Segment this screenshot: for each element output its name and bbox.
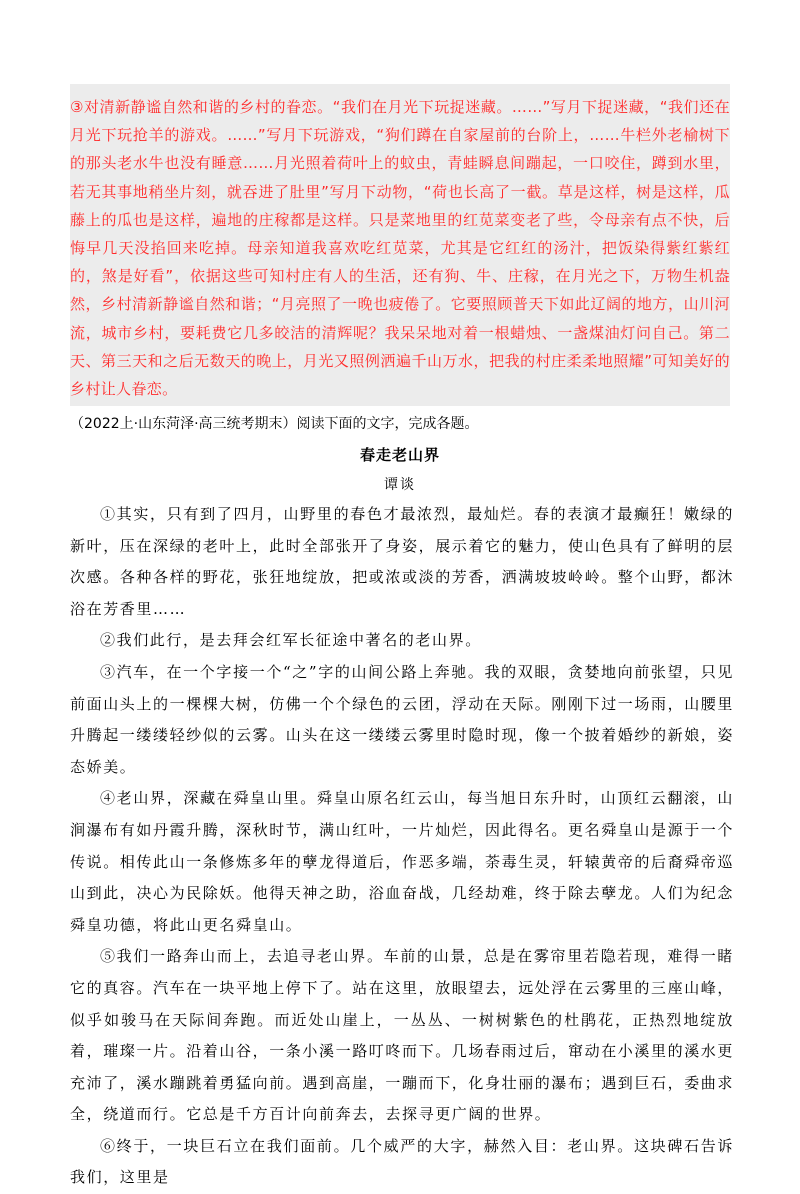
answer-analysis-text: ③对清新静谧自然和谐的乡村的眷恋。“我们在月光下玩捉迷藏。……”写月下捉迷藏，“我们还在月光下玩抢羊的游戏。……”写月下玩游戏，“狗们蹲在自家屋前的台阶上，……牛栏外老榆树下的那头老水牛也没有睡意……月光照着荷叶上的蚊虫，青蛙瞬息间蹦起，一口咬住，蹲到水里，若无其事地稍坐片刻，就吞进了肚里”写月下动物，“荷也长高了一截。草是这样，树是这样，瓜藤上的瓜也是这样，遍地的庄稼都是这样。只是菜地里的红苋菜变老了些，令母亲有点不快，后悔早几天没掐回来吃掉。母亲知道我喜欢吃红苋菜，尤其是它红红的汤汁，把饭染得紫红紫红的，煞是好看”，依据这些可知村庄有人的生活，还有狗、牛、庄稼，在月光之下，万物生机盎然，乡村清新静谧自然和谐；“月亮照了一晚也疲倦了。它要照顾普天下如此辽阔的地方，山川河流，城市乡村，要耗费它几多皎洁的清辉呢？我呆呆地对着一根蜡烛、一盏煤油灯问自己。第二天、第三天和之后无数天的晚上，月光又照例洒遍千山万水，把我的村庄柔柔地照耀”可知美好的乡村让人眷恋。 <box>70 98 730 399</box>
essay-paragraph: ⑥终于，一块巨石立在我们面前。几个威严的大字，赫然入目：老山界。这块碑石告诉我们，这里是 <box>70 1136 734 1187</box>
question-source-line: （2022上·山东菏泽·高三统考期末）阅读下面的文字，完成各题。 <box>70 416 479 432</box>
essay-paragraph: ①其实，只有到了四月，山野里的春色才最浓烈，最灿烂。春的表演才最癫狂！嫩绿的新叶，压在深绿的老叶上，此时全部张开了身姿，展示着它的魅力，使山色具有了鲜明的层次感。各种各样的野花，张狂地绽放，把或浓或淡的芳香，洒满坡坡岭岭。整个山野，都沐浴在芳香里…… <box>70 505 735 618</box>
essay-author: 谭谈 <box>384 477 416 493</box>
essay-title: 春走老山界 <box>359 446 440 464</box>
essay-paragraph: ④老山界，深藏在舜皇山里。舜皇山原名红云山，每当旭日东升时，山顶红云翻滚，山涧瀑布有如丹霞升腾，深秋时节，满山红叶，一片灿烂，因此得名。更名舜皇山是源于一个传说。相传此山一条修炼多年的孽龙得道后，作恶多端，荼毒生灵，轩辕黄帝的后裔舜帝巡山到此，决心为民除妖。他得天神之助，浴血奋战，几经劫难，终于除去孽龙。人们为纪念舜皇功德，将此山更名舜皇山。 <box>70 789 735 934</box>
essay-paragraph: ②我们此行，是去拜会红军长征途中著名的老山界。 <box>100 631 482 650</box>
essay-body <box>70 499 734 1194</box>
essay-paragraph: ③汽车，在一个字接一个“之”字的山间公路上奔驰。我的双眼，贪婪地向前张望，只见前面山头上的一棵棵大树，仿佛一个个绿色的云团，浮动在天际。刚刚下过一场雨，山腰里升腾起一缕缕轻纱似的云雾。山头在这一缕缕云雾里时隐时现，像一个披着婚纱的新娘，姿态娇美。 <box>70 662 735 776</box>
essay-paragraph: ⑤我们一路奔山而上，去追寻老山界。车前的山景，总是在雾帘里若隐若现，难得一睹它的真容。汽车在一块平地上停下了。站在这里，放眼望去，远处浮在云雾里的三座山峰，似乎如骏马在天际间奔跑。而近处山崖上，一丛丛、一树树紫色的杜鹃花，正热烈地绽放着，璀璨一片。沿着山谷，一条小溪一路叮咚而下。几场春雨过后，窜动在小溪里的溪水更充沛了，溪水蹦跳着勇猛向前。遇到高崖，一蹦而下，化身壮丽的瀑布；遇到巨石，委曲求全，绕道而行。它总是千方百计向前奔去，去探寻更广阔的世界。 <box>70 947 735 1124</box>
